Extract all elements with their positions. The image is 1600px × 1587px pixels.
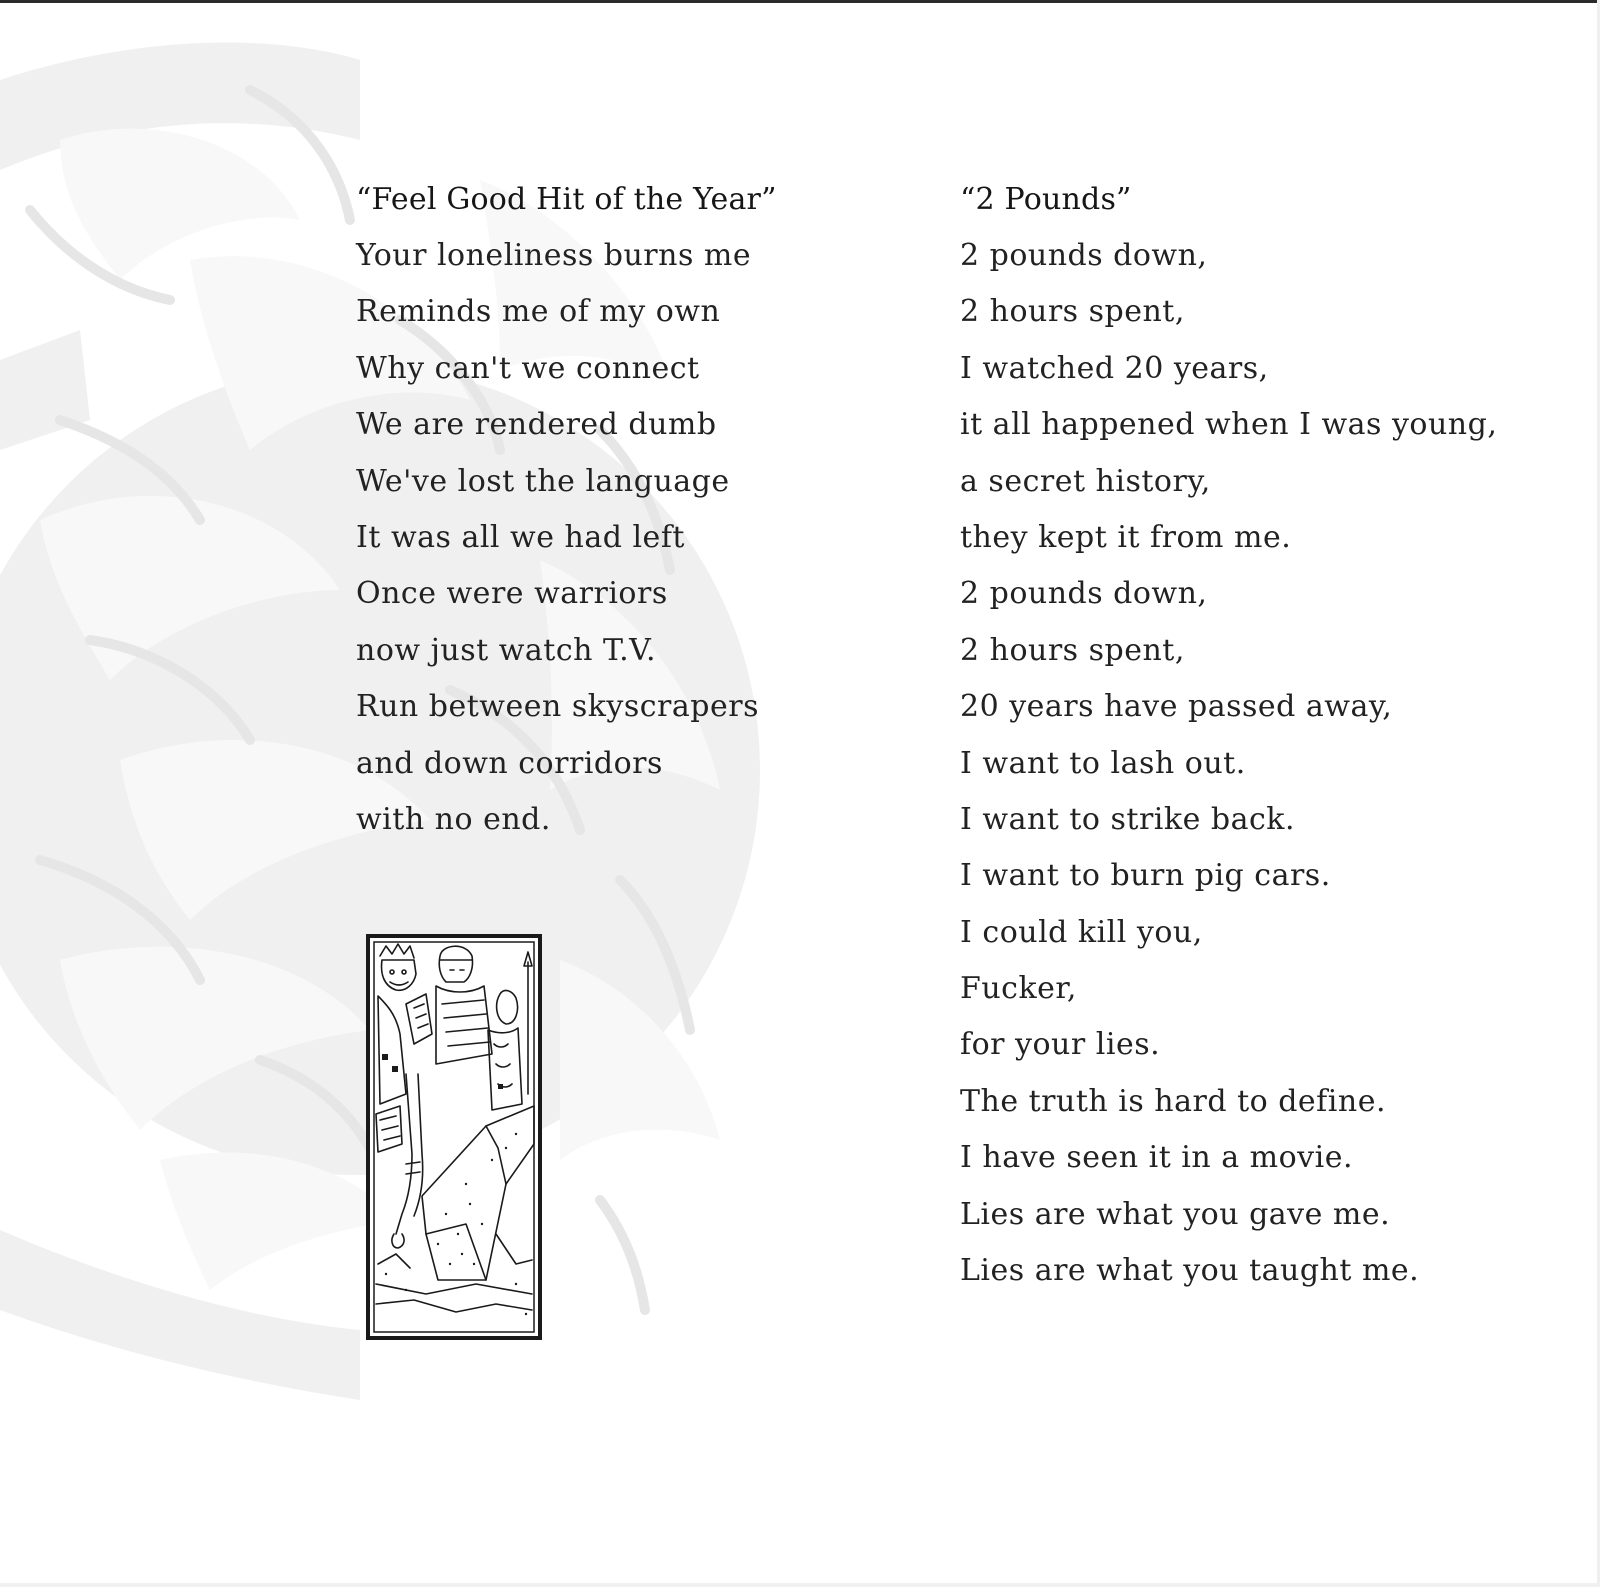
lyric-line: Why can't we connect [356, 350, 700, 386]
lyric-line: Run between skyscrapers [356, 689, 759, 725]
right-song-title: “2 Pounds” [960, 182, 1132, 217]
lyric-line: they kept it from me. [960, 519, 1292, 555]
lyric-line: Lies are what you taught me. [960, 1253, 1420, 1289]
lyric-line: I want to lash out. [960, 745, 1246, 781]
lyric-line: I watched 20 years, [960, 350, 1269, 386]
lyric-line: Lies are what you gave me. [960, 1196, 1391, 1232]
lyric-line: I have seen it in a movie. [960, 1140, 1353, 1176]
lyric-line: 2 hours spent, [960, 294, 1185, 330]
lyric-line: It was all we had left [356, 519, 685, 555]
left-song-title: “Feel Good Hit of the Year” [356, 182, 777, 217]
lyric-line: Reminds me of my own [356, 294, 721, 330]
lyric-line: Once were warriors [356, 576, 668, 612]
lyric-line: for your lies. [960, 1027, 1161, 1063]
lyric-line: it all happened when I was young, [960, 407, 1498, 443]
warriors-illustration [366, 934, 542, 1340]
lyric-line: Your loneliness burns me [356, 238, 752, 273]
lyric-line: with no end. [356, 801, 551, 837]
left-song-column [356, 172, 876, 848]
lyric-line: Fucker, [960, 971, 1077, 1007]
lyric-line: I want to burn pig cars. [960, 858, 1331, 894]
lyric-line: 2 pounds down, [960, 576, 1208, 612]
lyric-line: and down corridors [356, 745, 663, 781]
lyric-line: We are rendered dumb [356, 407, 717, 443]
lyric-line: 2 pounds down, [960, 238, 1208, 273]
lyric-line: I could kill you, [960, 914, 1203, 950]
lyric-line: We've lost the language [356, 463, 730, 499]
lyric-line: The truth is hard to define. [960, 1083, 1386, 1119]
lyric-line: 20 years have passed away, [960, 689, 1393, 725]
lyric-line: a secret history, [960, 463, 1211, 499]
right-song-column [960, 172, 1580, 1299]
lyric-line: 2 hours spent, [960, 632, 1185, 668]
lyric-line: I want to strike back. [960, 801, 1295, 837]
lyric-line: now just watch T.V. [356, 632, 657, 668]
